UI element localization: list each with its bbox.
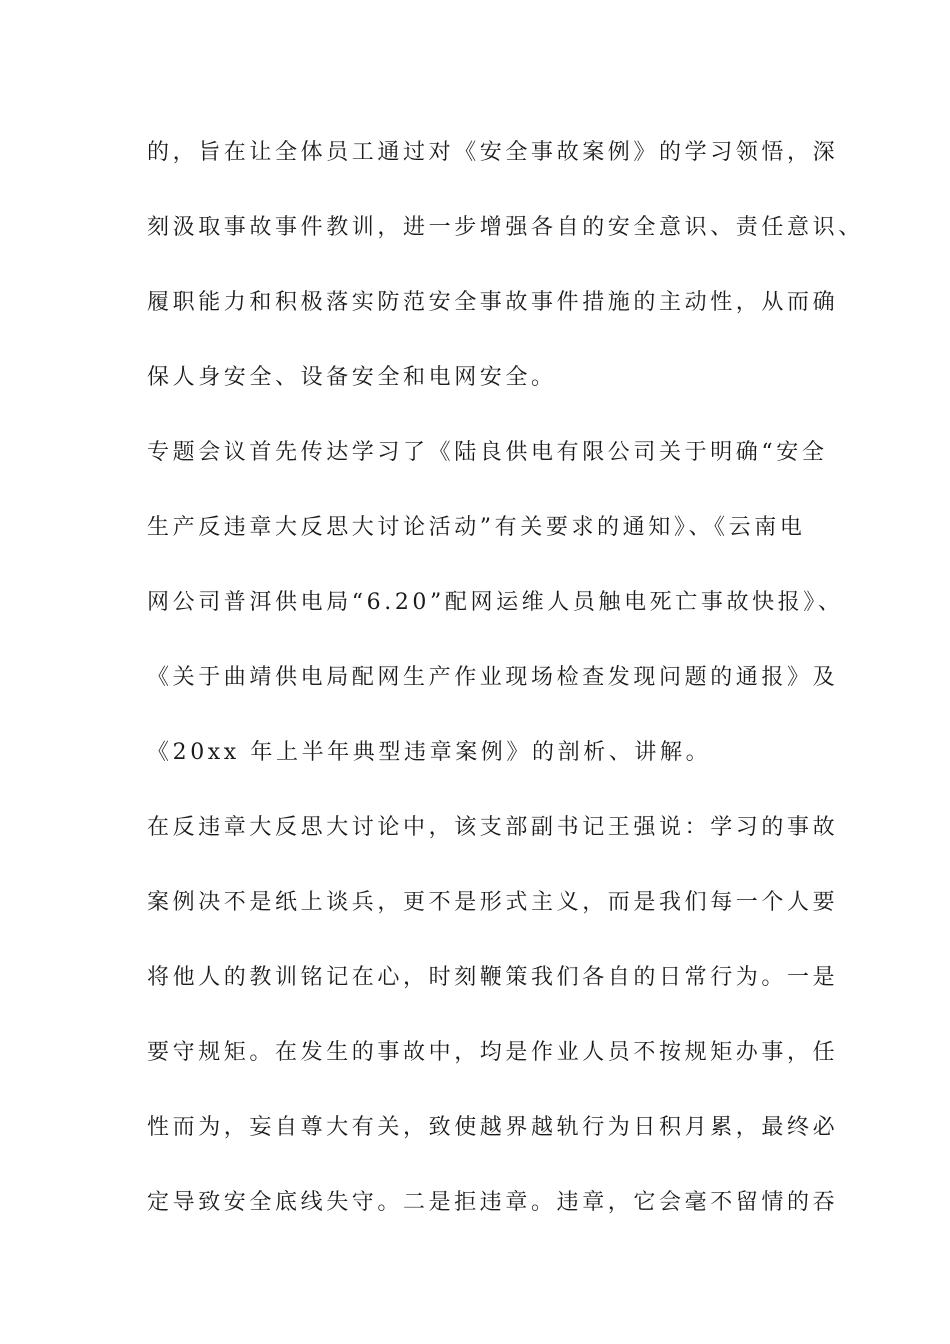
text-line-11: 案例决不是纸上谈兵，更不是形式主义，而是我们每一个人要 [147, 890, 839, 915]
text-line-13: 要守规矩。在发生的事故中，均是作业人员不按规矩办事，任 [147, 1040, 839, 1065]
text-line-15: 定导致安全底线失守。二是拒违章。违章，它会毫不留情的吞 [147, 1190, 839, 1215]
text-line-14: 性而为，妄自尊大有关，致使越界越轨行为日积月累，最终必 [147, 1115, 839, 1140]
text-line-2: 刻汲取事故事件教训，进一步增强各自的安全意识、责任意识、 [147, 215, 864, 240]
text-line-9: 《20xx 年上半年典型违章案例》的剖析、讲解。 [147, 740, 712, 765]
text-line-3: 履职能力和积极落实防范安全事故事件措施的主动性，从而确 [147, 290, 839, 315]
text-line-12: 将他人的教训铭记在心，时刻鞭策我们各自的日常行为。一是 [147, 965, 839, 990]
text-line-10: 在反违章大反思大讨论中，该支部副书记王强说：学习的事故 [147, 815, 839, 840]
text-line-1: 的，旨在让全体员工通过对《安全事故案例》的学习领悟，深 [147, 140, 839, 165]
text-line-4: 保人身安全、设备安全和电网安全。 [147, 365, 557, 390]
text-line-5: 专题会议首先传达学习了《陆良供电有限公司关于明确“安全 [147, 440, 828, 465]
text-line-6: 生产反违章大反思大讨论活动”有关要求的通知》、《云南电 [147, 515, 806, 540]
text-line-8: 《关于曲靖供电局配网生产作业现场检查发现问题的通报》及 [147, 665, 839, 690]
text-line-7: 网公司普洱供电局“6.20”配网运维人员触电死亡事故快报》、 [147, 590, 844, 615]
document-body [147, 128, 864, 1253]
